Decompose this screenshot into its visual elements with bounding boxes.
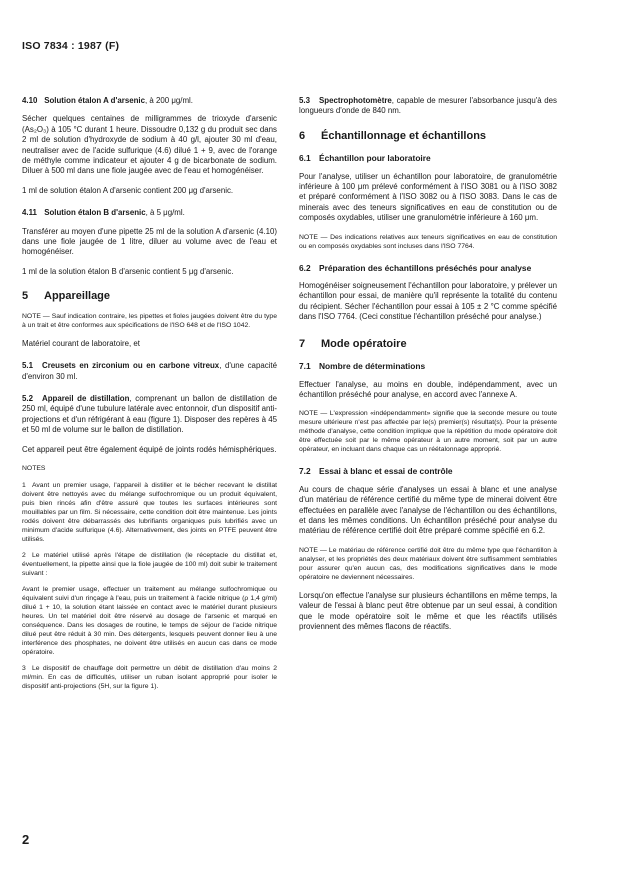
section-5-note: NOTE — Sauf indication contraire, les pipettes et fioles jaugées doivent être du type à un trait et être conformes aux spécifications de l'ISO 648 et de l'ISO 1042. xyxy=(22,312,277,329)
document-header: ISO 7834 : 1987 (F) xyxy=(22,40,120,52)
right-column xyxy=(299,96,557,641)
section-5-2-text: Cet appareil peut être également équipé de joints rodés hémisphériques. xyxy=(22,444,277,454)
section-5-2: 5.2 Appareil de distillation, comprenant un ballon de distillation de 250 ml, équipé d'une tubulure latérale avec entonnoir, d'un dispositif anti-projections et d'un réfrigérant à eau (figure 1). Disposer des repères à 45 et 50 ml de volume sur le ballon de distillation. xyxy=(22,393,277,435)
section-7-1-note: NOTE — L'expression «indépendamment» signifie que la seconde mesure ou toute mesure ultérieure n'est pas affectée par le(s) premier(s) résultat(s). Pour la présente méthode d'analyse, cette condition implique que la répétition du mode opératoire doit être effectuée soit par le même opérateur à un autre moment, soit par un autre opérateur, en incluant dans chaque cas un réétalonnage approprié. xyxy=(299,410,557,454)
note-1: 1 Avant un premier usage, l'appareil à distiller et le bécher recevant le distillat doivent être nettoyés avec du mélange sulfochromique ou un produit équivalent, puis bien rincés afin d'être assuré que toutes les surfaces intérieures sont mouillables par un film. Si nécessaire, cette condition doit être maintenue. Les joints rodés doivent être débarrassés des lubrifiants organiques puis lubrifiés avec un minimum d'acide sulfurique (4.6). Alternativement, des joints en PTFE peuvent être utilisés. xyxy=(22,482,277,544)
section-6-2-text: Homogénéiser soigneusement l'échantillon pour laboratoire, y prélever un échantillon pour essai, de manière qu'il représente la totalité du contenu du récipient. Sécher l'échantillon pour essai à 105 ± 2 °C comme spécifié dans l'ISO 7764. (Ceci constitue l'échantillon préséché pour analyse.) xyxy=(299,281,557,322)
section-7-heading: 7 Mode opératoire xyxy=(299,337,407,350)
section-4-11-statement: 1 ml de la solution étalon B d'arsenic contient 5 μg d'arsenic. xyxy=(22,266,234,276)
left-column xyxy=(22,96,277,698)
section-6-1-note: NOTE — Des indications relatives aux teneurs significatives en eau de constitution ou en composés oxydables sont incluses dans l'ISO 7764. xyxy=(299,233,557,250)
section-7-1-text: Effectuer l'analyse, au moins en double, indépendamment, avec un échantillon préséché pour analyse, en accord avec l'annexe A. xyxy=(299,379,557,399)
section-5-text: Matériel courant de laboratoire, et xyxy=(22,338,140,348)
section-4-11-heading: 4.11 Solution étalon B d'arsenic, à 5 μg/ml. xyxy=(22,208,185,218)
section-5-heading: 5 Appareillage xyxy=(22,290,111,303)
section-5-1: 5.1 Creusets en zirconium ou en carbone vitreux, d'une capacité d'environ 30 ml. xyxy=(22,361,277,381)
page-number: 2 xyxy=(22,832,30,847)
section-7-2-note: NOTE — Le matériau de référence certifié doit être du même type que l'échantillon à analyser, et les propriétés des deux matériaux doivent être suffisamment semblables pour assurer qu'en aucun cas, des modifications significatives dans le mode opératoire ne deviennent nécessaires. xyxy=(299,546,557,581)
notes-title: NOTES xyxy=(22,464,46,472)
section-7-2-text-2: Lorsqu'on effectue l'analyse sur plusieurs échantillons en même temps, la valeur de l'essai à blanc peut être obtenue par un seul essai, à condition que le mode opératoire soit le même et que les réactifs utilisés proviennent des mêmes flacons de réactifs. xyxy=(299,590,557,631)
note-2: 2 Le matériel utilisé après l'étape de distillation (le réceptacle du distillat et, éventuellement, la pipette ainsi que la fiole jaugée de 100 ml) doit subir le traitement suivant : xyxy=(22,552,277,578)
note-2-continuation: Avant le premier usage, effectuer un traitement au mélange sulfochromique ou équivalent suivi d'un rinçage à l'eau, puis un traitement à l'acide nitrique (ρ 1,4 g/ml) dilué 1 + 10, la solution étant laissée en contact avec le matériel durant plusieurs heures. Un tel matériel doit être réservé au dosage de l'arsenic et marqué en conséquence. Dans les dosages de routine, le temps de séjour de l'acide nitrique dilué peut être réduit à 30 min. Des détergents, lesquels peuvent donner lieu à une interférence des phosphates, ne doivent être utilisés en aucun cas dans ce mode opératoire. xyxy=(22,586,277,657)
section-4-11-text: Transférer au moyen d'une pipette 25 ml de la solution A d'arsenic (4.10) dans une fiole jaugée de 1 litre, diluer au volume avec de l'eau et homogénéiser. xyxy=(22,226,277,257)
section-7-2-heading: 7.2 Essai à blanc et essai de contrôle xyxy=(299,466,453,477)
section-7-1-heading: 7.1 Nombre de déterminations xyxy=(299,361,426,372)
section-7-2-text: Au cours de chaque série d'analyses un essai à blanc et une analyse d'un matériau de référence certifié du même type de minerai doivent être effectuées en parallèle avec l'analyse de l'échantillon ou des échantillons, et dans les mêmes conditions. Un échantillon préséché pour analyse du matériau de référence certifié doit être préparé comme spécifié en 6.2. xyxy=(299,484,557,536)
section-5-3: 5.3 Spectrophotomètre, capable de mesurer l'absorbance jusqu'à des longueurs d'onde de 840 nm. xyxy=(299,96,557,116)
note-3: 3 Le dispositif de chauffage doit permettre un débit de distillation d'au moins 2 ml/min. En cas de difficultés, utiliser un ruban isolant approprié pour isoler le dispositif anti-projections (5H, sur la figure 1). xyxy=(22,665,277,691)
section-4-10-statement: 1 ml de solution étalon A d'arsenic contient 200 μg d'arsenic. xyxy=(22,185,234,195)
section-6-heading: 6 Échantillonnage et échantillons xyxy=(299,129,487,142)
section-6-2-heading: 6.2 Préparation des échantillons préséchés pour analyse xyxy=(299,262,532,273)
section-4-10-heading: 4.10 Solution étalon A d'arsenic, à 200 μg/ml. xyxy=(22,96,193,105)
section-6-1-text: Pour l'analyse, utiliser un échantillon pour laboratoire, de granulométrie inférieure à 100 μm prélevé conformément à l'ISO 3081 ou à l'ISO 3082 et préparé conformément à l'ISO 3082 ou à l'ISO 3083. Dans le cas de minerais avec des teneurs significatives en eau de constitution ou de composés oxydables, utiliser une granulométrie inférieure à 160 μm. xyxy=(299,171,557,223)
section-4-10-text: Sécher quelques centaines de milligrammes de trioxyde d'arsenic (As₂O₃) à 105 °C durant 1 heure. Dissoudre 0,132 g du produit sec dans 2 ml de solution d'hydroxyde de sodium à 40 g/l, ajouter 30 ml d'eau, neutraliser avec de l'acide sulfurique (4.6) dilué 1 + 9, avec de l'orange de méthyle comme indicateur et ajouter 4 g de bicarbonate de sodium. Diluer à 500 ml dans une fiole jaugée avec de l'eau et homogénéiser. xyxy=(22,114,277,176)
section-6-1-heading: 6.1 Échantillon pour laboratoire xyxy=(299,153,431,164)
